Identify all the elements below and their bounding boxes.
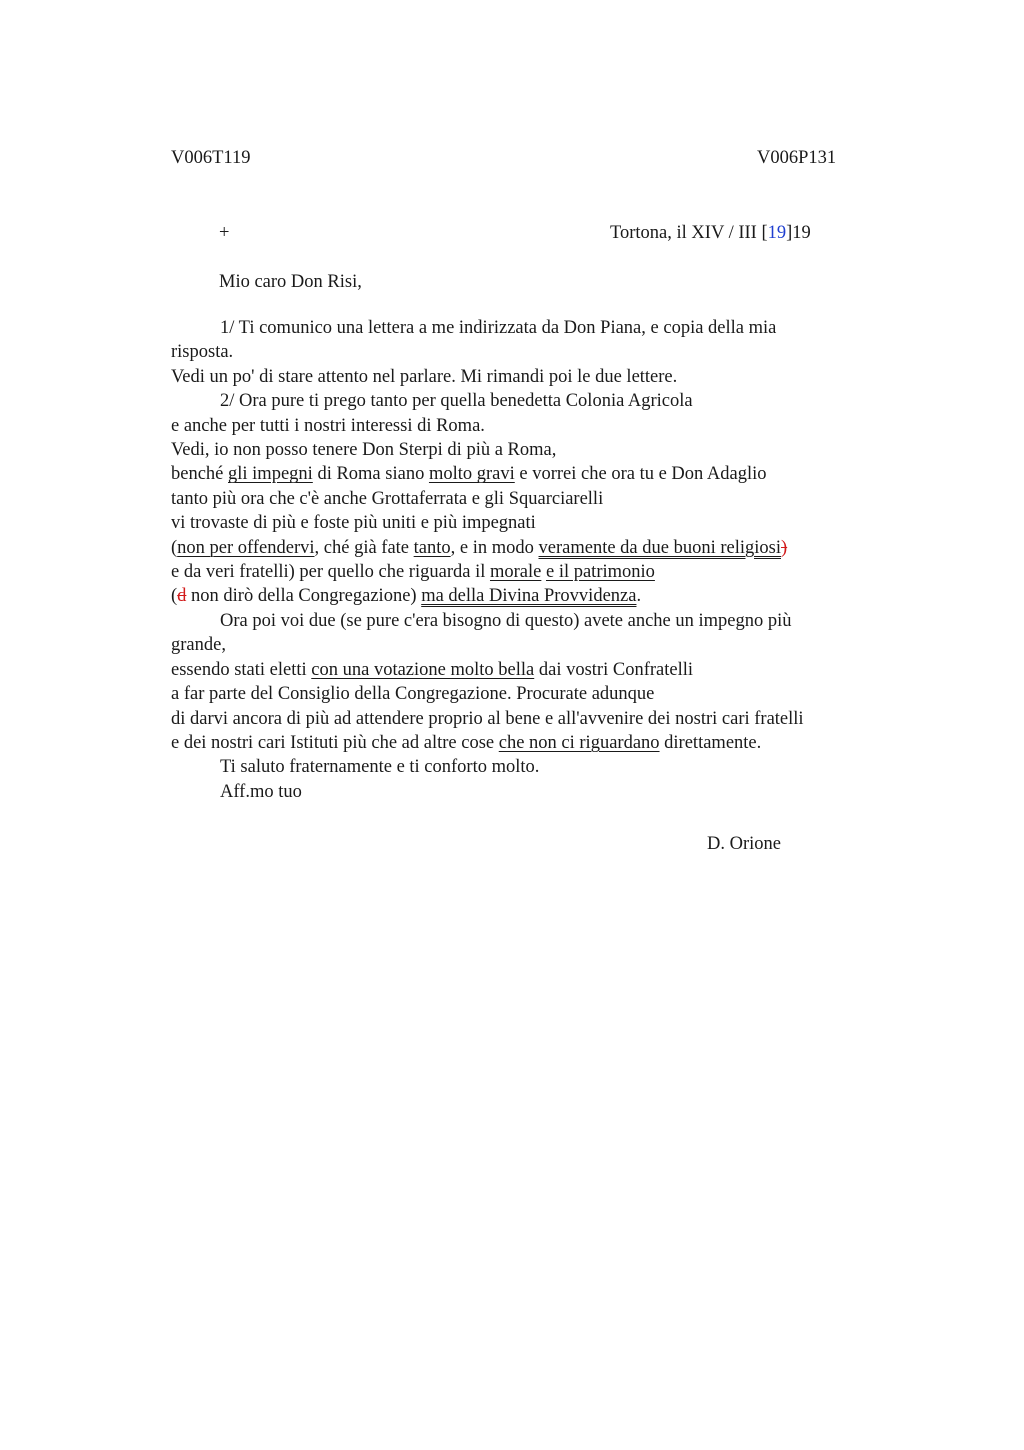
underlined-run: e il patrimonio	[545, 562, 655, 583]
p1-line3: Vedi un po' di stare attento nel parlare. Mi rimandi poi le due lettere.	[171, 366, 678, 387]
text-run: , e in modo	[450, 537, 539, 558]
date-editorial-year: 19	[767, 223, 787, 243]
underlined-run: con una votazione molto bella	[311, 659, 535, 680]
date-line	[610, 221, 811, 245]
text-run: , ché già fate	[314, 537, 414, 558]
text-run: e dei nostri cari Istituti più che ad altre cose	[171, 732, 499, 753]
p2-line5: tanto più ora che c'è anche Grottaferrata e gli Squarciarelli	[171, 488, 604, 509]
date-prefix: Tortona, il XIV / III [	[610, 223, 768, 243]
p2-line6: vi trovaste di più e foste più uniti e più impegnati	[171, 513, 536, 534]
text-run: (	[171, 537, 178, 558]
cross-mark: +	[219, 223, 230, 243]
deleted-run: d	[177, 586, 187, 607]
text-run: di Roma siano	[312, 464, 429, 485]
text-run: non dirò della Congregazione)	[186, 586, 422, 607]
p2-line2: e anche per tutti i nostri interessi di Roma.	[171, 415, 485, 436]
salutation: Mio caro Don Risi,	[219, 272, 362, 292]
text-run: essendo stati eletti	[171, 659, 312, 680]
p1-line2: risposta.	[171, 342, 234, 363]
p3-line1: Ora poi voi due (se pure c'era bisogno di questo) avete anche un impegno più	[220, 610, 792, 631]
signature: D. Orione	[707, 834, 781, 854]
p3-line2: grande,	[171, 635, 226, 656]
text-run: e da veri fratelli) per quello che riguarda il	[171, 562, 490, 583]
underlined-run: che non ci riguardano	[498, 732, 660, 753]
underlined-run: morale	[489, 562, 542, 583]
text-run: benché	[171, 464, 229, 485]
text-run: direttamente.	[659, 732, 762, 753]
text-run: .	[636, 586, 642, 607]
p2-line4	[171, 462, 891, 486]
text-run: dai vostri Confratelli	[534, 659, 693, 680]
text-run: e vorrei che ora tu e Don Adaglio	[514, 464, 767, 485]
text-run: (	[171, 586, 178, 607]
underlined-run: gli impegni	[228, 464, 313, 485]
deleted-run: )	[781, 537, 788, 558]
p2-line7	[171, 536, 891, 560]
p1-line1: 1/ Ti comunico una lettera a me indirizzata da Don Piana, e copia della mia	[220, 318, 777, 338]
p2-line3: Vedi, io non posso tenere Don Sterpi di più a Roma,	[171, 440, 557, 461]
left-code: V006T119	[171, 148, 251, 168]
p3-line6	[171, 731, 891, 755]
underlined-run: non per offendervi	[177, 537, 315, 558]
p2-line8	[171, 560, 891, 584]
p3-line3	[171, 658, 891, 682]
right-code: V006P131	[757, 148, 837, 168]
underlined-run: tanto	[413, 537, 451, 558]
double-underlined-run: veramente da due buoni religiosi	[538, 537, 781, 558]
letter-body	[171, 316, 891, 804]
p2-line1: 2/ Ora pure ti prego tanto per quella benedetta Colonia Agricola	[220, 391, 693, 412]
closing-line1: Ti saluto fraternamente e ti conforto molto.	[220, 757, 540, 778]
date-suffix: ]19	[786, 223, 811, 243]
p3-line4: a far parte del Consiglio della Congregazione. Procurate adunque	[171, 684, 655, 705]
p3-line5: di darvi ancora di più ad attendere proprio al bene e all'avvenire dei nostri cari fratelli	[171, 708, 804, 729]
closing-line2: Aff.mo tuo	[220, 781, 302, 802]
p2-line9	[171, 584, 891, 608]
underlined-run: molto gravi	[428, 464, 515, 485]
double-underlined-run: ma della Divina Provvidenza	[421, 586, 637, 607]
